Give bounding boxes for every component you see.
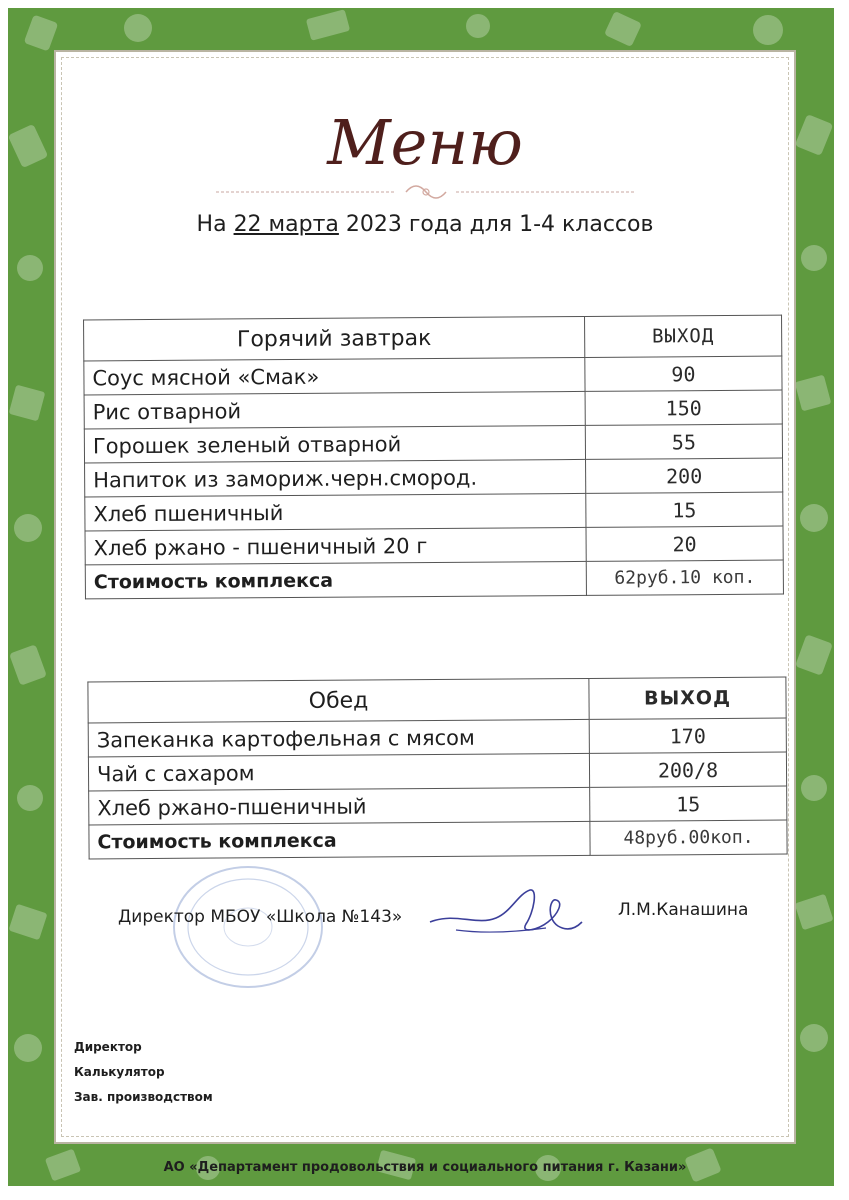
output-column-header: ВЫХОД [589, 677, 786, 719]
dish-output: 90 [585, 356, 782, 391]
table-row [88, 752, 786, 791]
total-label: Стоимость комплекса [85, 561, 586, 598]
dish-output: 170 [589, 718, 786, 753]
table-header-row [84, 315, 782, 361]
breakfast-table [83, 315, 784, 600]
total-label: Стоимость комплекса [89, 821, 590, 858]
table-row [84, 390, 782, 429]
dish-output: 20 [586, 526, 783, 561]
role-item: Калькулятор [74, 1065, 165, 1079]
dish-name: Хлеб ржано - пшеничный 20 г [85, 527, 586, 564]
dish-name: Соус мясной «Смак» [84, 357, 585, 394]
subtitle-suffix: 2023 года для 1-4 классов [338, 212, 654, 237]
dish-name: Напиток из замориж.черн.смород. [85, 459, 586, 496]
decorative-frame [8, 8, 834, 1186]
table-row [89, 786, 787, 825]
dish-output: 150 [585, 390, 782, 425]
dish-output: 200/8 [589, 752, 786, 787]
table-row [84, 356, 782, 395]
subtitle-prefix: На [196, 212, 234, 237]
total-row [85, 560, 783, 599]
menu-sheet [54, 50, 796, 1175]
page-title: Меню [327, 106, 523, 179]
round-stamp-icon [168, 862, 328, 992]
menu-date: 22 марта [233, 212, 339, 237]
breakfast-header: Горячий завтрак [84, 316, 585, 360]
approval-roles-list [74, 1040, 213, 1115]
dish-name: Рис отварной [84, 391, 585, 428]
table-row [85, 458, 783, 497]
dish-name: Хлеб ржано-пшеничный [89, 787, 590, 824]
total-price: 62руб.10 коп. [586, 560, 783, 595]
dish-name: Горошек зеленый отварной [84, 425, 585, 462]
table-row [84, 424, 782, 463]
dish-output: 55 [585, 424, 782, 459]
total-row [89, 820, 787, 859]
director-name: Л.М.Канашина [618, 900, 749, 920]
dish-name: Чай с сахаром [88, 753, 589, 790]
total-price: 48руб.00коп. [590, 820, 787, 855]
menu-date-line [56, 212, 794, 237]
ornament-divider-icon [196, 177, 656, 207]
table-row [85, 492, 783, 531]
output-column-header: ВЫХОД [585, 315, 782, 357]
table-row [88, 718, 786, 757]
dish-output: 15 [586, 492, 783, 527]
director-label: Директор МБОУ «Школа №143» [118, 907, 403, 927]
table-header-row [88, 677, 786, 723]
dish-name: Хлеб пшеничный [85, 493, 586, 530]
lunch-table [87, 677, 787, 860]
role-item: Директор [74, 1040, 142, 1054]
organization-footer: АО «Департамент продовольствия и социального питания г. Казани» [163, 1160, 687, 1175]
role-item: Зав. производством [74, 1090, 213, 1104]
dish-output: 15 [590, 786, 787, 821]
dish-name: Запеканка картофельная с мясом [88, 719, 589, 756]
handwritten-signature-icon [426, 882, 586, 952]
lunch-header: Обед [88, 678, 589, 722]
dish-output: 200 [586, 458, 783, 493]
table-row [85, 526, 783, 565]
